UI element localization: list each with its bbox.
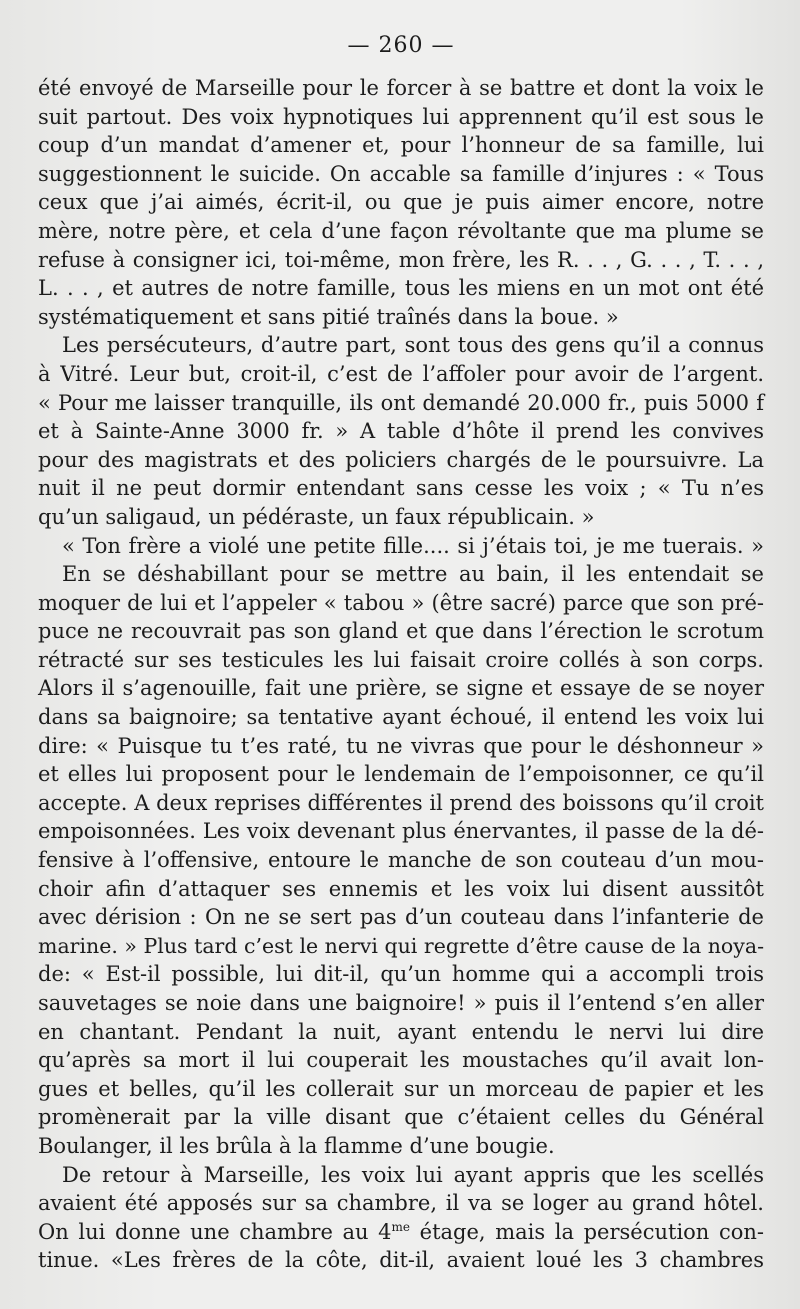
text-line: fensive à l’offensive, entoure le manche de son couteau d’un mou- bbox=[38, 848, 764, 873]
text-line: suggestionnent le suicide. On accable sa famille d’injures : « Tous bbox=[38, 161, 764, 186]
text-line: été envoyé de Marseille pour le forcer à se battre et dont la voix le bbox=[38, 76, 764, 100]
text-line: empoisonnées. Les voix devenant plus énervantes, il passe de la dé- bbox=[38, 819, 764, 844]
text-line: « Ton frère a violé une petite fille.... si j’étais toi, je me tuerais. » bbox=[62, 533, 764, 558]
text-line: en chantant. Pendant la nuit, ayant entendu le nervi lui dire bbox=[38, 1019, 764, 1044]
text-line: accepte. A deux reprises différentes il prend des boissons qu’il croit bbox=[38, 790, 764, 815]
text-line: avaient été apposés sur sa chambre, il va se loger au grand hôtel. bbox=[38, 1191, 764, 1216]
text-line: En se déshabillant pour se mettre au bain, il les entendait se bbox=[62, 562, 764, 587]
text-line: suit partout. Des voix hypnotiques lui apprennent qu’il est sous le bbox=[38, 104, 764, 129]
text-line: et elles lui proposent pour le lendemain de l’empoisonner, ce qu’il bbox=[38, 762, 764, 787]
text-line: puce ne recouvrait pas son gland et que dans l’érection le scrotum bbox=[38, 619, 764, 644]
text-line: mère, notre père, et cela d’une façon révoltante que ma plume se bbox=[38, 218, 764, 243]
text-line: et à Sainte-Anne 3000 fr. » A table d’hôte il prend les convives bbox=[38, 419, 764, 444]
text-line: De retour à Marseille, les voix lui ayant appris que les scellés bbox=[62, 1162, 764, 1187]
text-line: qu’un saligaud, un pédéraste, un faux républicain. » bbox=[38, 504, 595, 529]
text-line: pour des magistrats et des policiers chargés de le poursuivre. La bbox=[38, 447, 764, 472]
text-line: tinue. «Les frères de la côte, dit-il, avaient loué les 3 chambres bbox=[38, 1248, 764, 1273]
text-line: systématiquement et sans pitié traînés dans la boue. » bbox=[38, 304, 619, 329]
text-line: nuit il ne peut dormir entendant sans cesse les voix ; « Tu n’es bbox=[38, 476, 764, 501]
text-line: ceux que j’ai aimés, écrit-il, ou que je puis aimer encore, notre bbox=[38, 190, 764, 215]
text-line: rétracté sur ses testicules les lui faisait croire collés à son corps. bbox=[38, 647, 764, 672]
text-line: de: « Est-il possible, lui dit-il, qu’un homme qui a accompli trois bbox=[38, 962, 764, 987]
text-line: à Vitré. Leur but, croit-il, c’est de l’affoler pour avoir de l’argent. bbox=[38, 361, 764, 386]
text-line: dire: « Puisque tu t’es raté, tu ne vivras que pour le déshonneur » bbox=[38, 733, 764, 758]
text-line: dans sa baignoire; sa tentative ayant échoué, il entend les voix lui bbox=[38, 705, 764, 730]
text-line: refuse à consigner ici, toi-même, mon frère, les R. . . , G. . . , T. . . , bbox=[38, 247, 764, 272]
body-text bbox=[38, 74, 764, 1275]
text-line: avec dérision : On ne se sert pas d’un couteau dans l’infanterie de bbox=[38, 905, 764, 930]
text-line: marine. » Plus tard c’est le nervi qui regrette d’être cause de la noya- bbox=[38, 933, 764, 958]
text-line: gues et belles, qu’il les collerait sur un morceau de papier et les bbox=[38, 1076, 764, 1101]
text-line: sauvetages se noie dans une baignoire! » puis il l’entend s’en aller bbox=[38, 991, 764, 1015]
text-line: coup d’un mandat d’amener et, pour l’honneur de sa famille, lui bbox=[38, 133, 764, 158]
text-line: choir afin d’attaquer ses ennemis et les voix lui disent aussitôt bbox=[38, 876, 764, 901]
text-line: Les persécuteurs, d’autre part, sont tous des gens qu’il a connus bbox=[62, 333, 764, 358]
text-line: qu’après sa mort il lui couperait les moustaches qu’il avait lon- bbox=[38, 1048, 764, 1073]
text-line: promènerait par la ville disant que c’étaient celles du Général bbox=[38, 1105, 764, 1130]
text-line: « Pour me laisser tranquille, ils ont demandé 20.000 fr., puis 5000 f bbox=[38, 390, 764, 415]
text-line: moquer de lui et l’appeler « tabou » (être sacré) parce que son pré- bbox=[38, 590, 764, 615]
text-line: L. . . , et autres de notre famille, tous les miens en un mot ont été bbox=[38, 276, 764, 301]
text-line: Alors il s’agenouille, fait une prière, se signe et essaye de se noyer bbox=[38, 676, 764, 701]
text-line: On lui donne une chambre au $4^{me}$ étage, mais la persécution con- bbox=[38, 1219, 764, 1244]
text-line: Boulanger, il les brûla à la flamme d’une bougie. bbox=[38, 1133, 555, 1158]
page-number: — 260 — bbox=[347, 33, 455, 58]
